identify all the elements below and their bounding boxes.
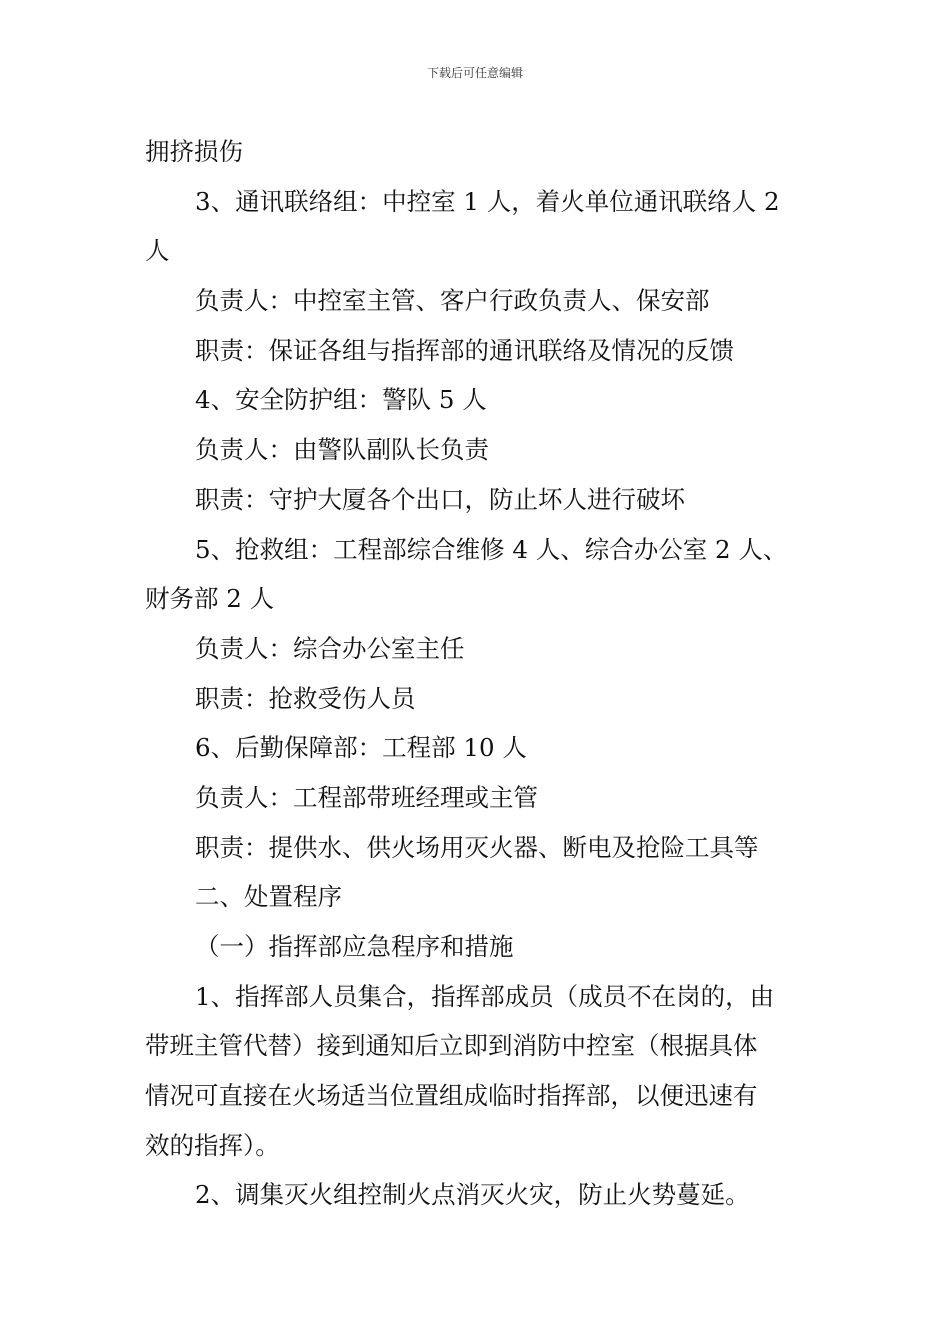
text-line: 6、后勤保障部：工程部 10 人 bbox=[195, 733, 527, 763]
document-body bbox=[145, 127, 810, 1220]
text-line: 效的指挥）。 bbox=[145, 1130, 280, 1160]
text-line: 带班主管代替）接到通知后立即到消防中控室（根据具体 bbox=[145, 1031, 758, 1061]
text-line: 1、指挥部人员集合，指挥部成员（成员不在岗的，由 bbox=[195, 981, 775, 1011]
text-line: 负责人：由警队副队长负责 bbox=[195, 435, 489, 465]
text-line: 财务部 2 人 bbox=[145, 584, 275, 614]
text-line: 负责人：工程部带班经理或主管 bbox=[195, 782, 538, 812]
text-line: （一）指挥部应急程序和措施 bbox=[195, 932, 514, 961]
text-line: 二、处置程序 bbox=[195, 882, 342, 912]
text-line: 3、通讯联络组：中控室 1 人，着火单位通讯联络人 2 bbox=[195, 186, 780, 216]
page-header: 下载后可任意编辑 bbox=[426, 66, 523, 80]
text-line: 负责人：综合办公室主任 bbox=[195, 633, 465, 663]
text-line: 人 bbox=[145, 236, 170, 266]
text-line: 情况可直接在火场适当位置组成临时指挥部，以便迅速有 bbox=[145, 1081, 758, 1111]
text-line: 5、抢救组：工程部综合维修 4 人、综合办公室 2 人、 bbox=[195, 534, 788, 564]
text-line: 负责人：中控室主管、客户行政负责人、保安部 bbox=[195, 286, 710, 316]
text-line: 职责：抢救受伤人员 bbox=[195, 683, 416, 713]
text-line: 4、安全防护组：警队 5 人 bbox=[195, 385, 487, 415]
text-line: 职责：保证各组与指挥部的通讯联络及情况的反馈 bbox=[195, 335, 734, 365]
text-line: 职责：提供水、供火场用灭火器、断电及抢险工具等 bbox=[195, 832, 759, 862]
text-line: 职责：守护大厦各个出口，防止坏人进行破坏 bbox=[195, 484, 685, 514]
text-line: 2、调集灭火组控制火点消灭火灾，防止火势蔓延。 bbox=[195, 1180, 750, 1210]
text-line: 拥挤损伤 bbox=[145, 137, 243, 166]
